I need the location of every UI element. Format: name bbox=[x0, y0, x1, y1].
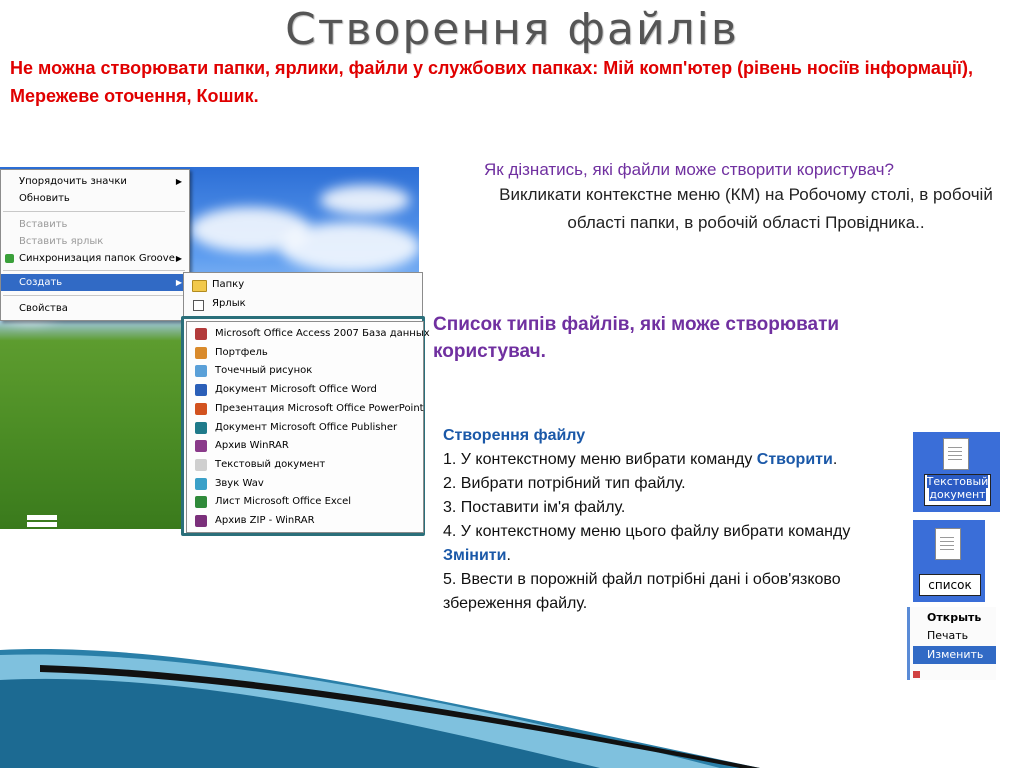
groove-icon bbox=[5, 254, 14, 263]
file-type-item[interactable] bbox=[187, 512, 421, 530]
file-type-item[interactable] bbox=[187, 456, 421, 474]
file-type-item[interactable] bbox=[187, 325, 430, 343]
file-type-label: Документ Microsoft Office Publisher bbox=[215, 421, 398, 433]
step-5: 5. Ввести в порожній файл потрібні дані і обов'язково збереження файлу. bbox=[443, 571, 841, 612]
keyword-create: Створити bbox=[756, 451, 833, 468]
menu-item-edit[interactable]: Изменить bbox=[913, 646, 996, 664]
folder-icon bbox=[192, 280, 207, 292]
text-document-icon bbox=[935, 528, 961, 560]
file-type-label: Портфель bbox=[215, 346, 268, 358]
chevron-right-icon: ▶ bbox=[175, 177, 182, 186]
file-type-item[interactable] bbox=[187, 344, 421, 362]
menu-item-paste[interactable]: Вставить bbox=[19, 219, 68, 230]
keyword-edit: Змінити bbox=[443, 547, 507, 564]
answer-text: Викликати контекстне меню (КМ) на Робочому столі, в робочій області папки, в робочій області Провідника.. bbox=[499, 185, 993, 232]
file-types-menu bbox=[186, 321, 430, 533]
steps-block bbox=[443, 424, 918, 616]
file-type-label: Звук Wav bbox=[215, 477, 264, 489]
menu-item-refresh[interactable]: Обновить bbox=[19, 193, 70, 204]
chevron-right-icon: ▶ bbox=[175, 278, 182, 287]
desktop-context-menu bbox=[0, 169, 190, 321]
menu-item-create[interactable]: Создать ▶ bbox=[1, 274, 187, 291]
file-type-item[interactable] bbox=[187, 437, 421, 455]
file-type-label: Точечный рисунок bbox=[215, 365, 313, 377]
file-type-label: Архив ZIP - WinRAR bbox=[215, 515, 315, 526]
file-type-icon bbox=[195, 403, 207, 415]
file-type-item[interactable] bbox=[187, 381, 421, 399]
new-text-file-thumbnail bbox=[913, 432, 1000, 512]
file-type-label: Архив WinRAR bbox=[215, 440, 289, 452]
file-type-label: Microsoft Office Access 2007 База данных bbox=[215, 328, 430, 339]
file-type-icon bbox=[195, 440, 207, 452]
step-4: 4. У контекстному меню цього файлу вибрати команду Змінити. bbox=[443, 523, 851, 564]
question-text: Як дізнатись, які файли може створити користувач? bbox=[484, 160, 894, 179]
step-1: 1. У контекстному меню вибрати команду Створити. bbox=[443, 451, 838, 468]
chevron-right-icon: ▶ bbox=[175, 254, 182, 263]
text-document-icon bbox=[943, 438, 969, 470]
menu-separator bbox=[3, 295, 185, 296]
list-heading: Список типів файлів, які може створювати користувач. bbox=[433, 314, 840, 362]
menu-separator bbox=[3, 270, 185, 271]
menu-item-print[interactable]: Печать bbox=[927, 629, 969, 642]
file-type-icon bbox=[195, 515, 207, 527]
file-type-icon bbox=[195, 328, 207, 340]
rename-field-filled[interactable]: список bbox=[919, 574, 981, 596]
file-type-icon bbox=[195, 347, 207, 359]
file-type-icon bbox=[195, 422, 207, 434]
menu-item-properties[interactable]: Свойства bbox=[19, 303, 68, 314]
file-type-icon bbox=[195, 496, 207, 508]
file-type-item[interactable] bbox=[187, 362, 421, 380]
step-2: 2. Вибрати потрібний тип файлу. bbox=[443, 475, 686, 492]
file-type-item[interactable] bbox=[187, 475, 421, 493]
file-types-list bbox=[181, 316, 430, 536]
file-type-icon bbox=[195, 365, 207, 377]
desktop-watermark bbox=[27, 515, 57, 527]
file-type-icon bbox=[195, 478, 207, 490]
submenu-item-folder[interactable]: Папку bbox=[184, 275, 420, 294]
slide-title: Створення файлів bbox=[285, 4, 739, 55]
menu-separator bbox=[3, 211, 185, 212]
file-type-label: Презентация Microsoft Office PowerPoint bbox=[215, 402, 424, 414]
file-type-icon bbox=[195, 384, 207, 396]
file-type-label: Текстовый документ bbox=[215, 458, 326, 470]
warning-text: Не можна створювати папки, ярлики, файли у службових папках: Мій комп'ютер (рівень носіїв інформації), Мережеве оточення, Кошик. bbox=[10, 58, 973, 106]
menu-item-arrange-icons[interactable]: Упорядочить значки ▶ bbox=[1, 173, 187, 190]
renamed-file-thumbnail bbox=[913, 520, 985, 602]
file-type-icon bbox=[195, 459, 207, 471]
rename-field[interactable]: Текстовый документ bbox=[924, 474, 991, 506]
file-type-label: Документ Microsoft Office Word bbox=[215, 384, 377, 396]
submenu-item-shortcut[interactable]: Ярлык bbox=[184, 294, 420, 313]
menu-item-open[interactable]: Открыть bbox=[927, 611, 982, 624]
create-submenu bbox=[183, 272, 423, 320]
shortcut-icon bbox=[193, 300, 204, 311]
file-type-item[interactable] bbox=[187, 419, 421, 437]
menu-item-groove-sync[interactable]: Синхронизация папок Groove ▶ bbox=[1, 250, 187, 267]
step-3: 3. Поставити ім'я файлу. bbox=[443, 499, 626, 516]
decorative-swoosh bbox=[0, 600, 1024, 768]
file-type-item[interactable] bbox=[187, 493, 421, 511]
file-type-item[interactable] bbox=[187, 400, 424, 418]
menu-item-paste-shortcut[interactable]: Вставить ярлык bbox=[19, 236, 104, 247]
file-type-label: Лист Microsoft Office Excel bbox=[215, 496, 352, 508]
steps-heading: Створення файлу bbox=[443, 427, 586, 444]
